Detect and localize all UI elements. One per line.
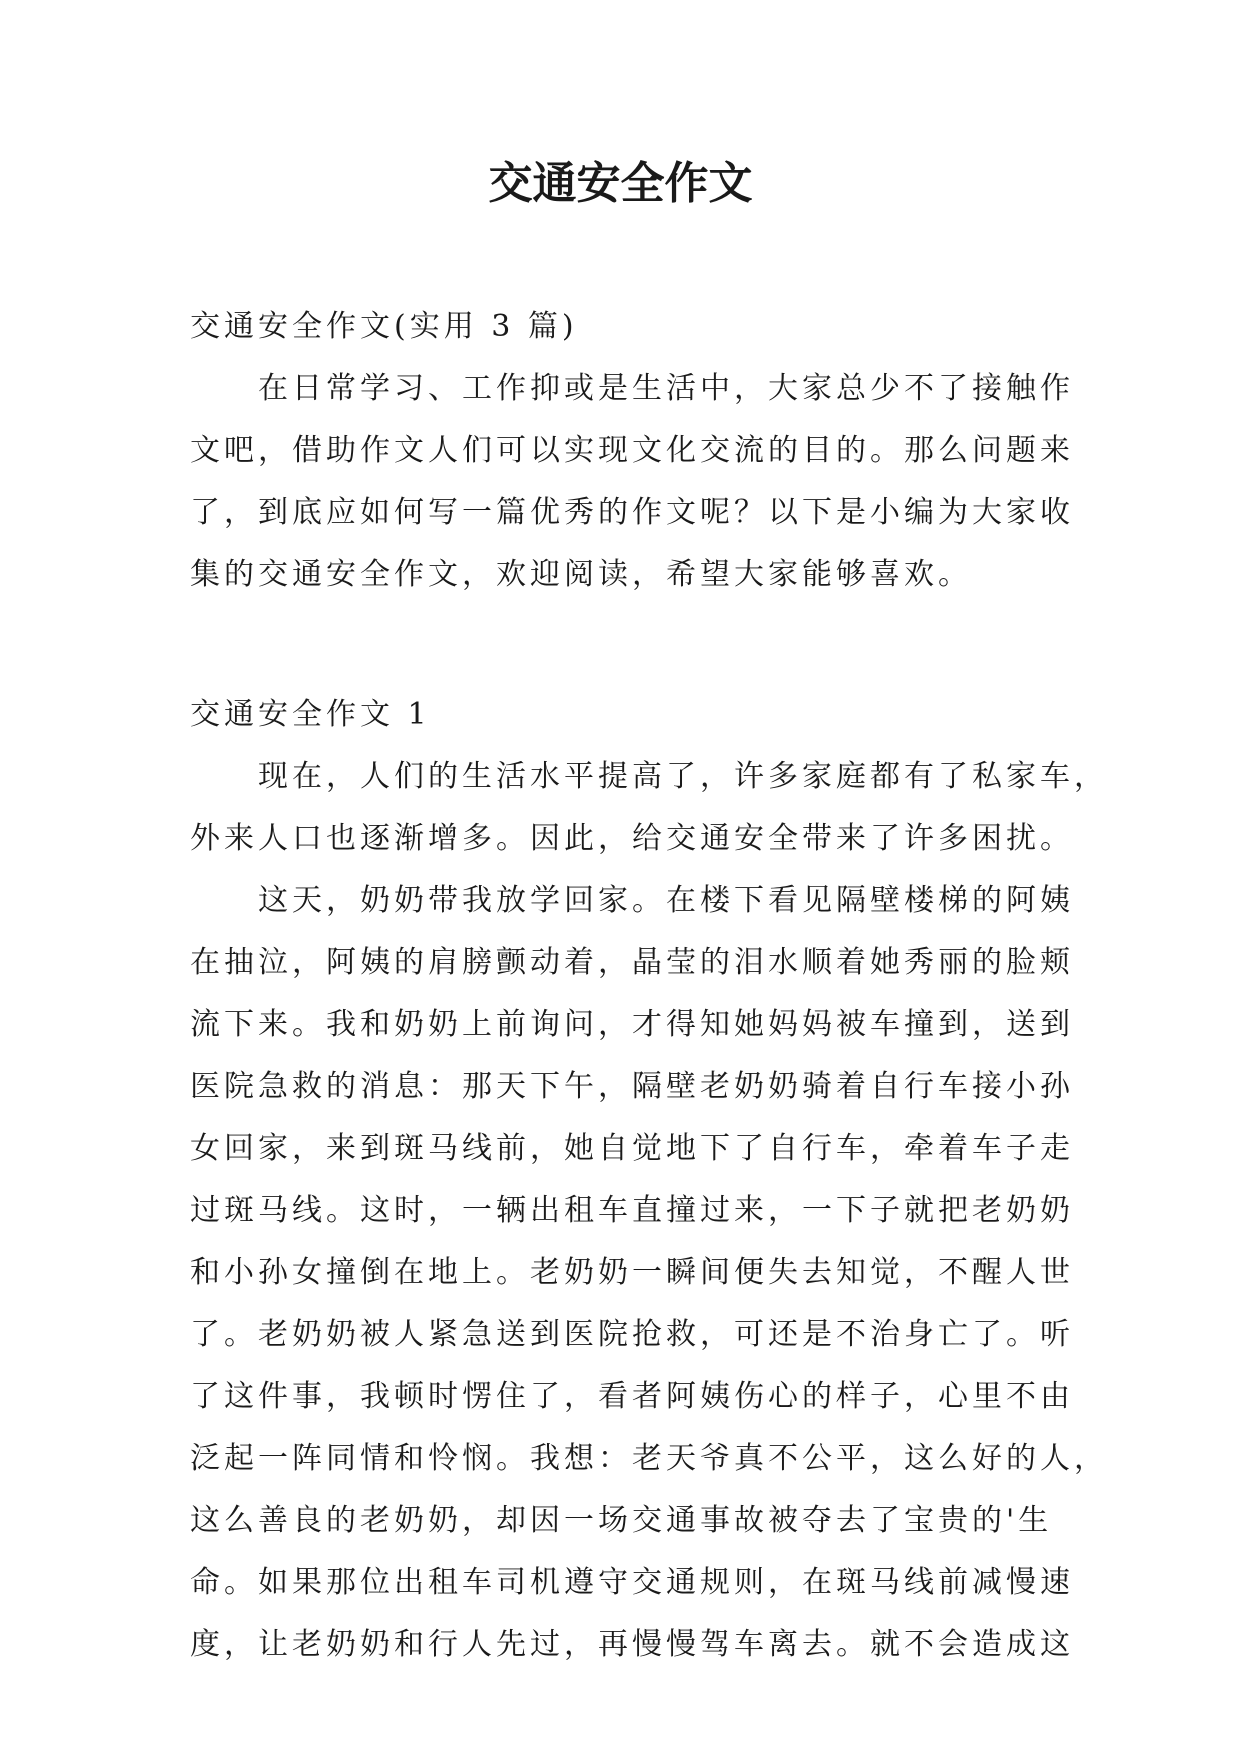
paragraph-line: 外来人口也逐渐增多。因此，给交通安全带来了许多困扰。 (190, 821, 1074, 856)
paragraph-line: 流下来。我和奶奶上前询问，才得知她妈妈被车撞到，送到 (190, 1007, 1074, 1042)
paragraph-line: 在抽泣，阿姨的肩膀颤动着，晶莹的泪水顺着她秀丽的脸颊 (190, 945, 1074, 980)
section1-paragraph-1 (190, 746, 1108, 870)
intro-line: 在日常学习、工作抑或是生活中，大家总少不了接触作 (258, 371, 1074, 406)
document-body (190, 296, 1108, 1676)
paragraph-line: 现在，人们的生活水平提高了，许多家庭都有了私家车， (258, 759, 1108, 794)
paragraph-line: 这天，奶奶带我放学回家。在楼下看见隔壁楼梯的阿姨 (258, 883, 1074, 918)
paragraph-line: 过斑马线。这时，一辆出租车直撞过来，一下子就把老奶奶 (190, 1193, 1074, 1228)
paragraph-line: 这么善良的老奶奶，却因一场交通事故被夺去了宝贵的'生 (190, 1503, 1053, 1538)
intro-line: 文吧，借助作文人们可以实现文化交流的目的。那么问题来 (190, 433, 1074, 468)
intro-line: 集的交通安全作文，欢迎阅读，希望大家能够喜欢。 (190, 557, 972, 592)
document-subtitle: 交通安全作文(实用 3 篇) (190, 309, 578, 344)
document-title: 交通安全作文 (488, 158, 753, 209)
paragraph-line: 了。老奶奶被人紧急送到医院抢救，可还是不治身亡了。听 (190, 1317, 1074, 1352)
section-heading: 交通安全作文 1 (190, 697, 431, 732)
paragraph-line: 命。如果那位出租车司机遵守交通规则，在斑马线前减慢速 (190, 1565, 1074, 1600)
intro-line: 了，到底应如何写一篇优秀的作文呢？以下是小编为大家收 (190, 495, 1074, 530)
section1-paragraph-2 (190, 870, 1108, 1676)
section-spacer (190, 606, 1056, 684)
paragraph-line: 了这件事，我顿时愣住了，看者阿姨伤心的样子，心里不由 (190, 1379, 1074, 1414)
paragraph-line: 泛起一阵同情和怜悯。我想：老天爷真不公平，这么好的人， (190, 1441, 1108, 1476)
paragraph-line: 度，让老奶奶和行人先过，再慢慢驾车离去。就不会造成这 (190, 1627, 1074, 1662)
paragraph-line: 女回家，来到斑马线前，她自觉地下了自行车，牵着车子走 (190, 1131, 1074, 1166)
intro-paragraph (190, 358, 1074, 606)
paragraph-line: 和小孙女撞倒在地上。老奶奶一瞬间便失去知觉，不醒人世 (190, 1255, 1074, 1290)
paragraph-line: 医院急救的消息：那天下午，隔壁老奶奶骑着自行车接小孙 (190, 1069, 1074, 1104)
